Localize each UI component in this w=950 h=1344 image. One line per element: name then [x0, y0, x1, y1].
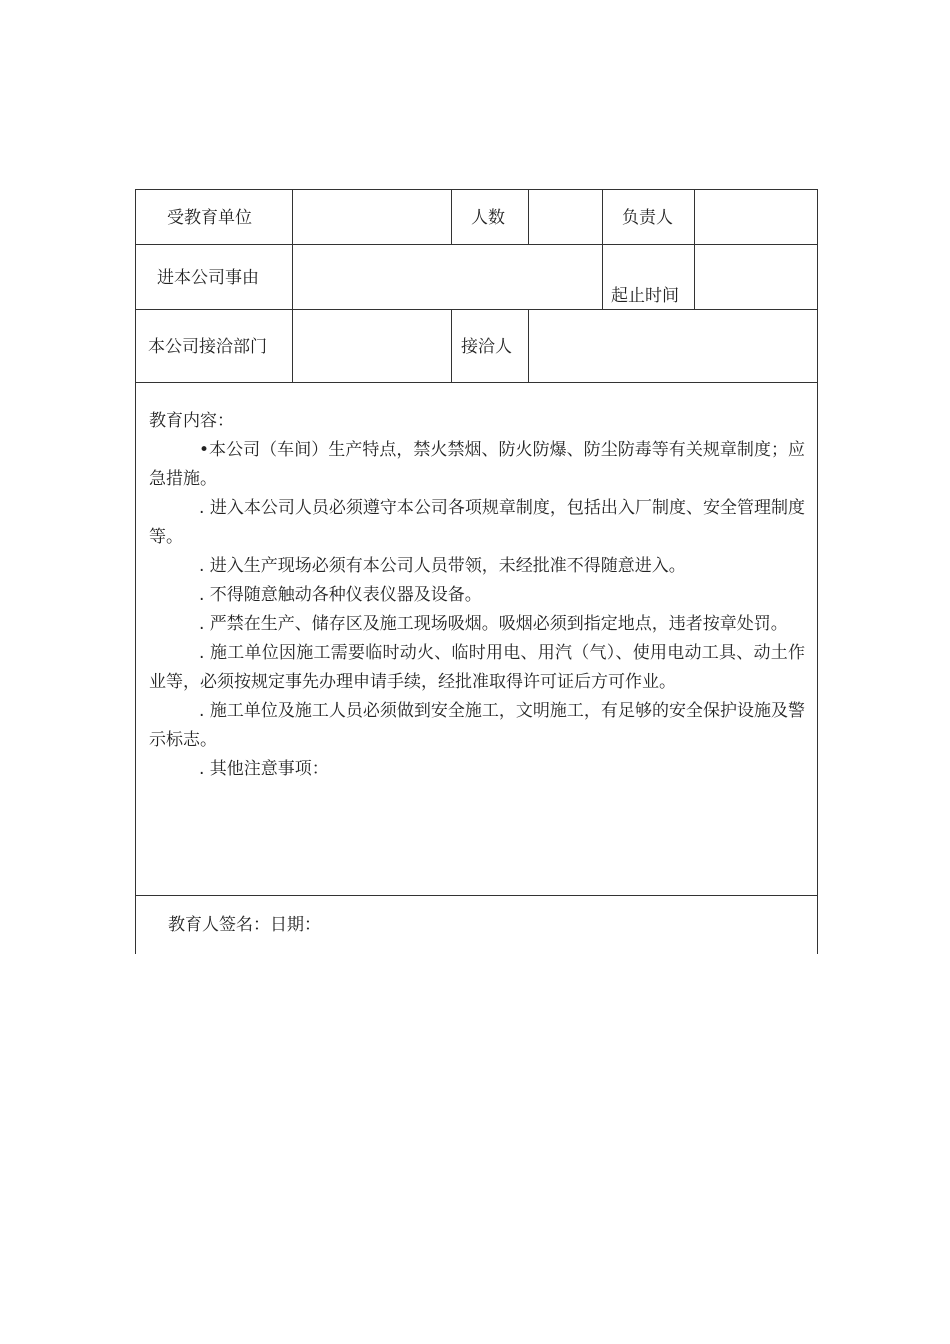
col-divider [528, 189, 529, 244]
col-divider [292, 244, 293, 309]
trainee-unit-value[interactable] [305, 208, 440, 228]
education-item: . 其他注意事项： [199, 759, 329, 779]
col-divider [451, 309, 452, 382]
col-divider [292, 189, 293, 244]
trainee-unit-label: 受教育单位 [167, 208, 252, 228]
education-item: . 进入生产现场必须有本公司人员带领，未经批准不得随意进入。 [199, 556, 686, 576]
col-divider [694, 244, 695, 309]
reception-dept-value[interactable] [305, 337, 440, 357]
table-border-right [817, 189, 818, 954]
contact-label: 接洽人 [461, 337, 512, 357]
reception-dept-label: 本公司接洽部门 [148, 337, 267, 357]
education-record-form [135, 189, 818, 954]
col-divider [602, 189, 603, 244]
responsible-label: 负责人 [622, 208, 673, 228]
col-divider [602, 244, 603, 309]
col-divider [292, 309, 293, 382]
education-item: . 施工单位及施工人员必须做到安全施工，文明施工，有足够的安全保护设施及警示标志。 [149, 701, 805, 750]
educator-signature-date: 教育人签名：日期： [168, 915, 321, 935]
education-item: . 进入本公司人员必须遵守本公司各项规章制度，包括出入厂制度、安全管理制度等。 [149, 498, 805, 547]
headcount-label: 人数 [471, 208, 505, 228]
responsible-value[interactable] [705, 208, 810, 228]
education-item: . 施工单位因施工需要临时动火、临时用电、用汽（气）、使用电动工具、动土作业等，必须按规定事先办理申请手续，经批准取得许可证后方可作业。 [149, 643, 805, 692]
reason-value[interactable] [305, 268, 595, 288]
education-item: •本公司（车间）生产特点，禁火禁烟、防火防爆、防尘防毒等有关规章制度；应急措施。 [149, 440, 805, 489]
col-divider [528, 309, 529, 382]
contact-value[interactable] [540, 337, 810, 357]
col-divider [451, 189, 452, 244]
row-divider-3 [135, 382, 818, 383]
row-divider-2 [135, 309, 818, 310]
reason-label: 进本公司事由 [157, 268, 259, 288]
education-heading: 教育内容： [149, 411, 234, 431]
col-divider [694, 189, 695, 244]
table-border-left [135, 189, 136, 954]
period-label: 起止时间 [611, 286, 679, 306]
table-border-top [135, 189, 818, 190]
period-value[interactable] [705, 268, 810, 288]
education-content [149, 407, 805, 784]
row-divider-1 [135, 244, 818, 245]
education-item: . 不得随意触动各种仪表仪器及设备。 [199, 585, 482, 605]
headcount-value[interactable] [540, 208, 595, 228]
row-divider-4 [135, 895, 818, 896]
education-item: . 严禁在生产、储存区及施工现场吸烟。吸烟必须到指定地点，违者按章处罚。 [199, 614, 788, 634]
